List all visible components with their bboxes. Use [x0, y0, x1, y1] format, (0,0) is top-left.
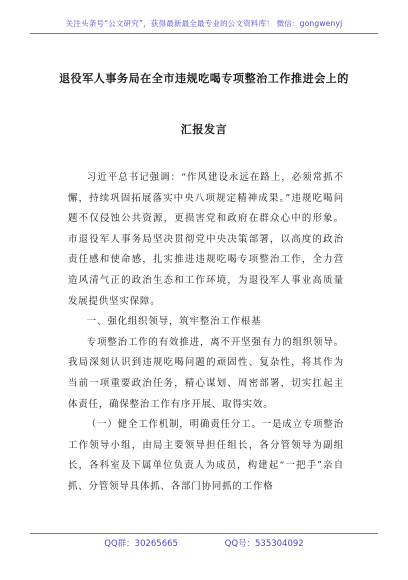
section-heading: 一、强化组织领导，筑牢整治工作根基 — [86, 316, 262, 328]
footer-contact — [30, 537, 378, 549]
footer-divider — [30, 533, 378, 534]
header-notice: 关注头条号“公文研究”，获得最新最全最专业的公文资料库！ 微信：gongwenyj — [65, 19, 343, 28]
footer-qq-number: QQ号：535304092 — [224, 539, 304, 549]
footer-qq-group: QQ群：30265665 — [104, 539, 178, 549]
document-title-line2: 汇报发言 — [180, 123, 228, 136]
document-title-line1: 退役军人事务局在全市违规吃喝专项整治工作推进会上的 — [59, 72, 349, 85]
header-divider — [30, 33, 378, 34]
paragraph: 习近平总书记强调：“作风建设永远在路上，必须常抓不懈，持续巩固拓展落实中央八项规定精神成果。”违规吃喝问题不仅侵蚀公共资源，更损害党和政府在群众心中的形象。市退役军人事务局坚决贯彻党中央决策部署，以高度的政治责任感和使命感，扎实推进违规吃喝专项整治工作，全力营造风清气正的政治生态和工作环境，为退役军人事业高质量发展提供坚实保障。 — [68, 172, 344, 307]
document-body — [68, 168, 344, 498]
paragraph: 专项整治工作的有效推进，离不开坚强有力的组织领导。我局深刻认识到违规吃喝问题的顽固性、复杂性，将其作为当前一项重要政治任务，精心谋划、周密部署，切实扛起主体责任，确保整治工作有序开展、取得实效。 — [68, 336, 344, 410]
paragraph: （一）健全工作机制，明确责任分工。一是成立专项整治工作领导小组，由局主要领导担任组长，各分管领导为副组长，各科室及下属单位负责人为成员，构建起“一把手”亲自抓、分管领导具体抓、各部门协同抓的工作格 — [68, 419, 344, 492]
